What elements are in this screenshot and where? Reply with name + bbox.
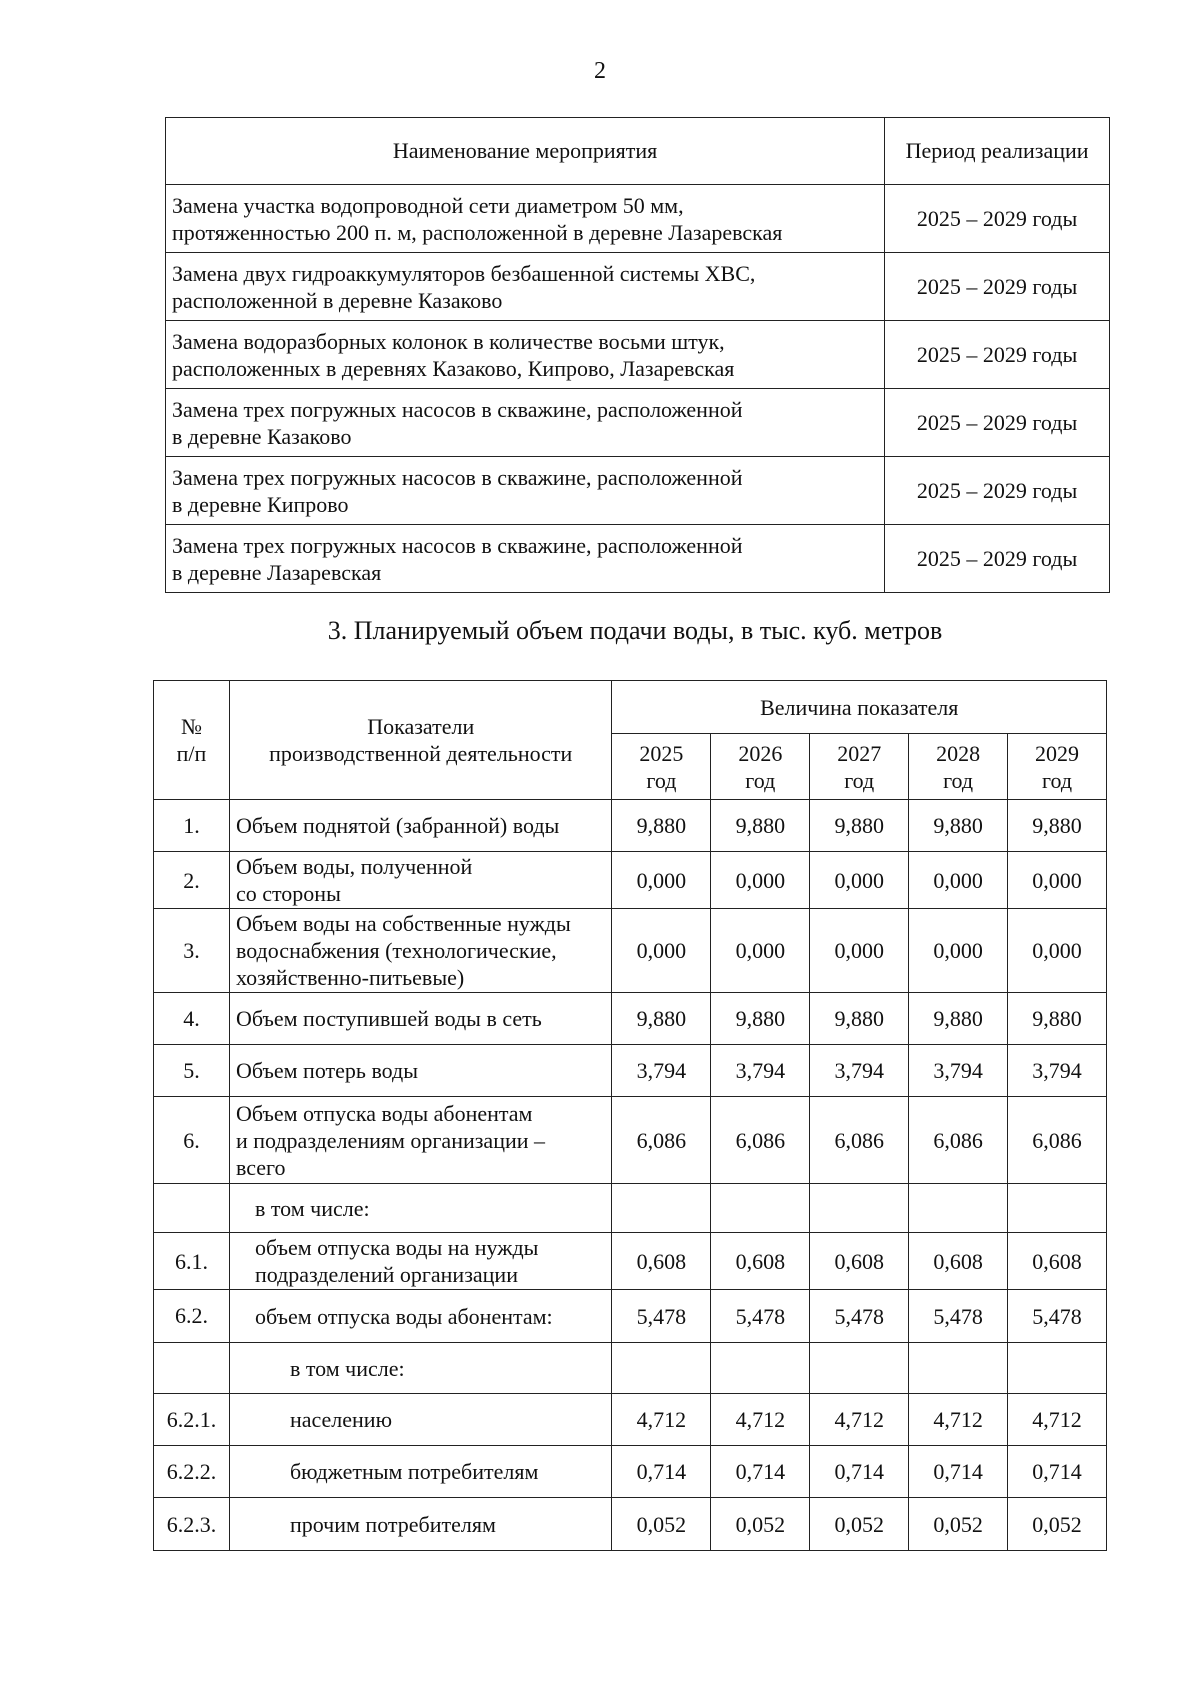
value-group-header: Величина показателя bbox=[612, 681, 1107, 734]
value-cell: 9,880 bbox=[1008, 993, 1107, 1045]
indicator-label: Объем воды, полученной со стороны bbox=[229, 852, 612, 909]
value-cell: 9,880 bbox=[711, 800, 810, 852]
measure-name-cell: Замена двух гидроаккумуляторов безбашенной системы ХВС, расположенной в деревне Казаково bbox=[166, 253, 885, 321]
value-cell: 0,608 bbox=[711, 1233, 810, 1290]
number-header: № п/п bbox=[154, 681, 230, 800]
value-cell: 0,000 bbox=[909, 852, 1008, 909]
value-cell: 0,714 bbox=[1008, 1446, 1107, 1498]
period-cell: 2025 – 2029 годы bbox=[885, 525, 1110, 593]
value-cell: 6,086 bbox=[810, 1097, 909, 1184]
value-cell: 0,000 bbox=[711, 852, 810, 909]
table-row bbox=[154, 1290, 1107, 1343]
table-row bbox=[154, 993, 1107, 1045]
value-cell: 0,052 bbox=[909, 1498, 1008, 1551]
year-header: 2025 год bbox=[612, 734, 711, 800]
row-number: 6.2.1. bbox=[154, 1394, 230, 1446]
row-number: 3. bbox=[154, 909, 230, 993]
row-number: 6.2.2. bbox=[154, 1446, 230, 1498]
row-number: 5. bbox=[154, 1045, 230, 1097]
value-cell: 4,712 bbox=[810, 1394, 909, 1446]
indicator-label: Объем поднятой (забранной) воды bbox=[229, 800, 612, 852]
year-header: 2028 год bbox=[909, 734, 1008, 800]
value-cell: 0,000 bbox=[1008, 909, 1107, 993]
table-row bbox=[154, 1097, 1107, 1184]
value-cell: 6,086 bbox=[612, 1097, 711, 1184]
row-number: 6.2.3. bbox=[154, 1498, 230, 1551]
value-cell: 5,478 bbox=[810, 1290, 909, 1343]
year-header: 2027 год bbox=[810, 734, 909, 800]
measure-name-header: Наименование мероприятия bbox=[166, 118, 885, 185]
value-cell: 5,478 bbox=[711, 1290, 810, 1343]
measure-name-cell: Замена водоразборных колонок в количестве восьми штук, расположенных в деревнях Казаково, Кипрово, Лазаревская bbox=[166, 321, 885, 389]
table-row bbox=[166, 253, 1110, 321]
value-cell: 0,052 bbox=[711, 1498, 810, 1551]
row-number: 4. bbox=[154, 993, 230, 1045]
value-cell: 3,794 bbox=[612, 1045, 711, 1097]
value-cell bbox=[612, 1184, 711, 1233]
row-number bbox=[154, 1343, 230, 1394]
period-header: Период реализации bbox=[885, 118, 1110, 185]
value-cell: 9,880 bbox=[1008, 800, 1107, 852]
row-number bbox=[154, 1184, 230, 1233]
value-cell: 0,052 bbox=[612, 1498, 711, 1551]
value-cell: 4,712 bbox=[711, 1394, 810, 1446]
table-row bbox=[154, 1184, 1107, 1233]
measure-name-cell: Замена трех погружных насосов в скважине, расположенной в деревне Лазаревская bbox=[166, 525, 885, 593]
value-cell: 9,880 bbox=[711, 993, 810, 1045]
value-cell: 0,714 bbox=[909, 1446, 1008, 1498]
period-cell: 2025 – 2029 годы bbox=[885, 253, 1110, 321]
page-number: 2 bbox=[594, 58, 606, 84]
value-cell: 0,000 bbox=[1008, 852, 1107, 909]
table-row bbox=[166, 321, 1110, 389]
value-cell bbox=[810, 1343, 909, 1394]
value-cell: 3,794 bbox=[711, 1045, 810, 1097]
value-cell: 3,794 bbox=[1008, 1045, 1107, 1097]
period-cell: 2025 – 2029 годы bbox=[885, 457, 1110, 525]
period-cell: 2025 – 2029 годы bbox=[885, 389, 1110, 457]
value-cell bbox=[810, 1184, 909, 1233]
value-cell: 0,000 bbox=[711, 909, 810, 993]
value-cell: 5,478 bbox=[909, 1290, 1008, 1343]
value-cell: 5,478 bbox=[1008, 1290, 1107, 1343]
value-cell: 9,880 bbox=[810, 993, 909, 1045]
indicator-label: объем отпуска воды абонентам: bbox=[229, 1290, 612, 1343]
year-header: 2029 год bbox=[1008, 734, 1107, 800]
value-cell: 9,880 bbox=[909, 800, 1008, 852]
value-cell: 9,880 bbox=[612, 993, 711, 1045]
value-cell bbox=[909, 1184, 1008, 1233]
value-cell: 0,000 bbox=[810, 909, 909, 993]
measure-name-cell: Замена трех погружных насосов в скважине, расположенной в деревне Кипрово bbox=[166, 457, 885, 525]
table-row bbox=[166, 185, 1110, 253]
value-cell: 3,794 bbox=[810, 1045, 909, 1097]
value-cell: 0,052 bbox=[810, 1498, 909, 1551]
volume-header-row bbox=[154, 681, 1107, 734]
value-cell: 4,712 bbox=[1008, 1394, 1107, 1446]
value-cell: 9,880 bbox=[909, 993, 1008, 1045]
row-number: 6.2. bbox=[154, 1290, 230, 1343]
table-row bbox=[166, 457, 1110, 525]
value-cell: 0,608 bbox=[612, 1233, 711, 1290]
value-cell bbox=[711, 1343, 810, 1394]
indicator-label: объем отпуска воды на нужды подразделений организации bbox=[229, 1233, 612, 1290]
value-cell: 6,086 bbox=[909, 1097, 1008, 1184]
table-row bbox=[154, 1394, 1107, 1446]
row-number: 2. bbox=[154, 852, 230, 909]
row-number: 6. bbox=[154, 1097, 230, 1184]
indicator-label: населению bbox=[229, 1394, 612, 1446]
year-header: 2026 год bbox=[711, 734, 810, 800]
value-cell bbox=[612, 1343, 711, 1394]
row-number: 6.1. bbox=[154, 1233, 230, 1290]
value-cell: 9,880 bbox=[612, 800, 711, 852]
indicator-label: в том числе: bbox=[229, 1184, 612, 1233]
indicator-label: прочим потребителям bbox=[229, 1498, 612, 1551]
value-cell: 0,714 bbox=[711, 1446, 810, 1498]
value-cell: 6,086 bbox=[1008, 1097, 1107, 1184]
indicator-label: Объем воды на собственные нужды водоснабжения (технологические, хозяйственно-питьевые) bbox=[229, 909, 612, 993]
table-row bbox=[154, 852, 1107, 909]
table-row bbox=[154, 1233, 1107, 1290]
value-cell: 0,000 bbox=[909, 909, 1008, 993]
table-row bbox=[154, 1045, 1107, 1097]
value-cell bbox=[909, 1343, 1008, 1394]
indicator-label: Объем потерь воды bbox=[229, 1045, 612, 1097]
value-cell bbox=[1008, 1184, 1107, 1233]
value-cell: 4,712 bbox=[909, 1394, 1008, 1446]
measure-name-cell: Замена трех погружных насосов в скважине, расположенной в деревне Казаково bbox=[166, 389, 885, 457]
table-row bbox=[154, 909, 1107, 993]
value-cell bbox=[711, 1184, 810, 1233]
measures-table bbox=[165, 117, 1110, 593]
value-cell: 0,000 bbox=[612, 852, 711, 909]
value-cell: 0,714 bbox=[612, 1446, 711, 1498]
period-cell: 2025 – 2029 годы bbox=[885, 185, 1110, 253]
table-row bbox=[166, 389, 1110, 457]
value-cell: 0,000 bbox=[612, 909, 711, 993]
measure-name-cell: Замена участка водопроводной сети диаметром 50 мм, протяженностью 200 п. м, расположенной в деревне Лазаревская bbox=[166, 185, 885, 253]
row-number: 1. bbox=[154, 800, 230, 852]
value-cell: 0,608 bbox=[810, 1233, 909, 1290]
section-title: 3. Планируемый объем подачи воды, в тыс. куб. метров bbox=[327, 616, 943, 645]
value-cell: 4,712 bbox=[612, 1394, 711, 1446]
value-cell: 0,000 bbox=[810, 852, 909, 909]
table-row bbox=[154, 1498, 1107, 1551]
value-cell: 0,714 bbox=[810, 1446, 909, 1498]
indicator-label: бюджетным потребителям bbox=[229, 1446, 612, 1498]
table-row bbox=[154, 1343, 1107, 1394]
value-cell bbox=[1008, 1343, 1107, 1394]
table-row bbox=[154, 800, 1107, 852]
value-cell: 0,608 bbox=[1008, 1233, 1107, 1290]
measures-header-row bbox=[166, 118, 1110, 185]
table-row bbox=[166, 525, 1110, 593]
table-row bbox=[154, 1446, 1107, 1498]
indicator-label: Объем отпуска воды абонентам и подразделениям организации – всего bbox=[229, 1097, 612, 1184]
value-cell: 9,880 bbox=[810, 800, 909, 852]
water-volume-table bbox=[153, 680, 1107, 1551]
value-cell: 0,608 bbox=[909, 1233, 1008, 1290]
value-cell: 3,794 bbox=[909, 1045, 1008, 1097]
value-cell: 5,478 bbox=[612, 1290, 711, 1343]
period-cell: 2025 – 2029 годы bbox=[885, 321, 1110, 389]
value-cell: 6,086 bbox=[711, 1097, 810, 1184]
value-cell: 0,052 bbox=[1008, 1498, 1107, 1551]
indicator-header: Показатели производственной деятельности bbox=[229, 681, 612, 800]
indicator-label: в том числе: bbox=[229, 1343, 612, 1394]
indicator-label: Объем поступившей воды в сеть bbox=[229, 993, 612, 1045]
